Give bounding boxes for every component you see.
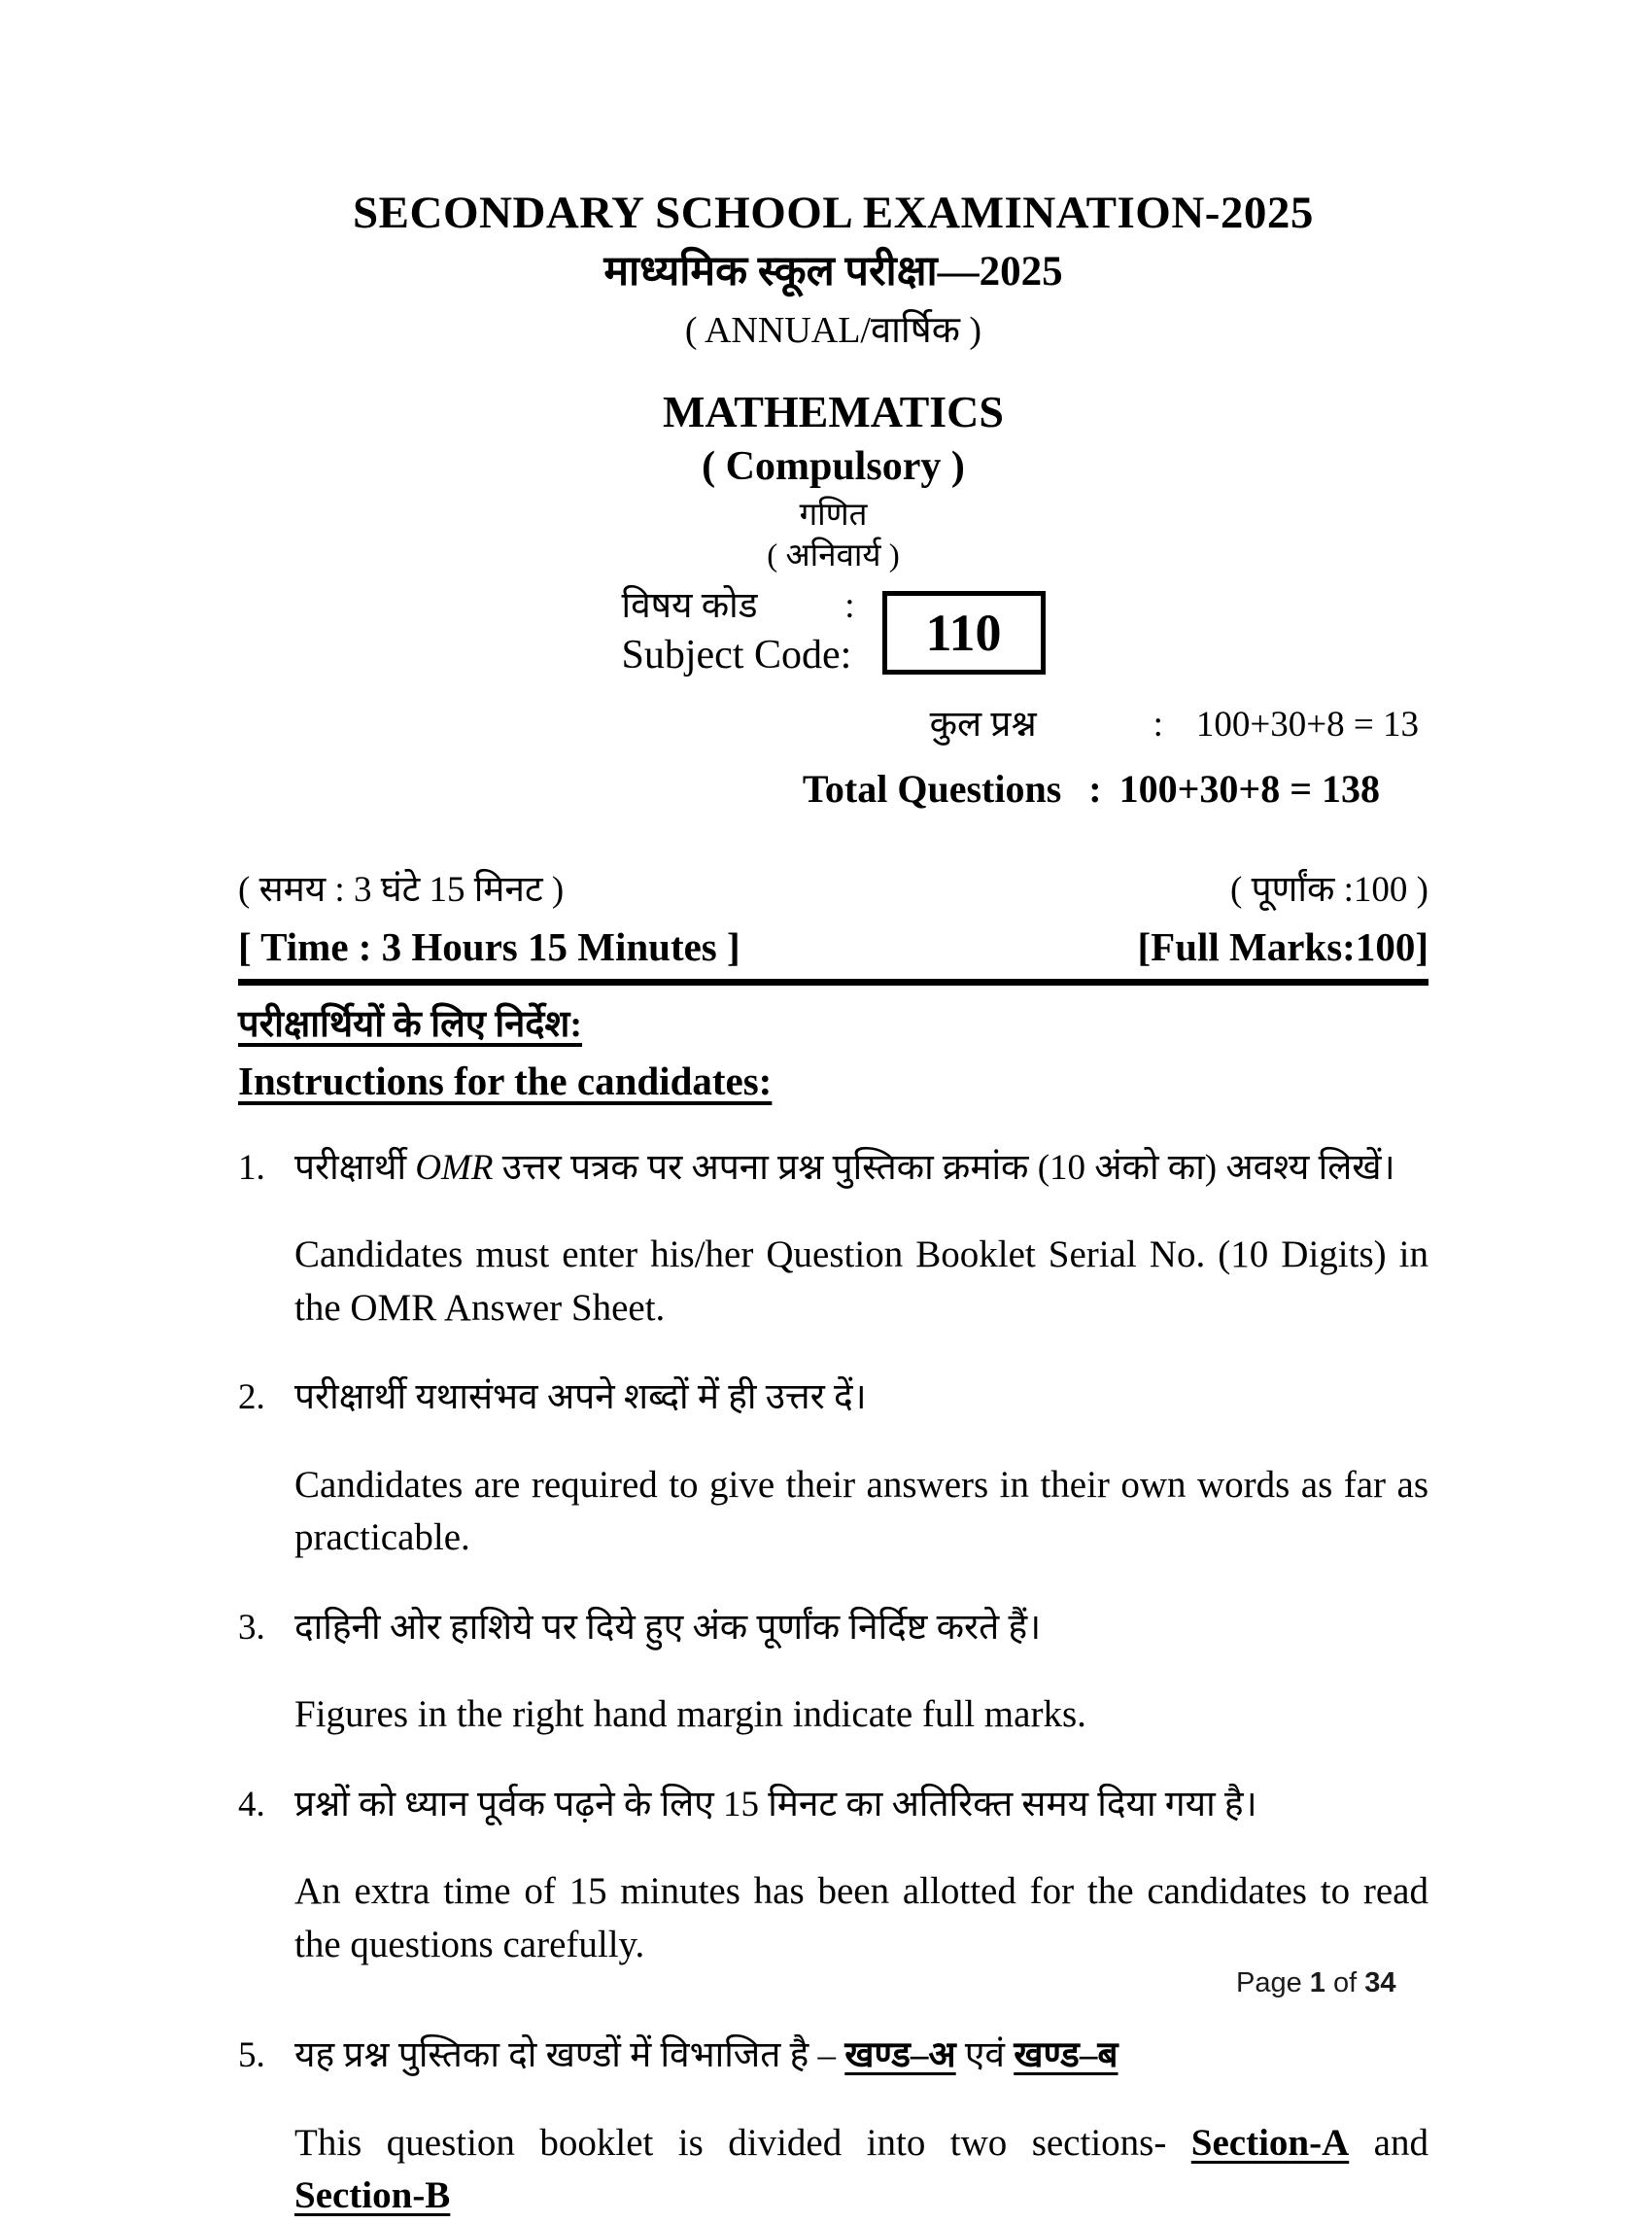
total-questions-value-hindi: 100+30+8 = 13 (1195, 705, 1419, 746)
instruction-item-2-hindi: परीक्षार्थी यथासंभव अपने शब्दों में ही उत्तर दें। (294, 1377, 867, 1418)
instruction-item-5 (238, 2028, 1428, 2223)
page-number-total: 34 (1364, 1967, 1396, 1998)
page-number-prefix: Page (1236, 1967, 1310, 1998)
instruction-item-5-english (294, 2117, 1428, 2223)
instruction-item-1-hindi-row (238, 1140, 1428, 1196)
total-questions-hindi (238, 697, 1428, 747)
subject-code-labels (622, 585, 855, 679)
subject-code-colon-hindi: : (844, 586, 855, 627)
total-questions-english (238, 766, 1428, 812)
total-questions-label-english: Total Questions (802, 767, 1062, 812)
time-marks-row-hindi (238, 862, 1428, 912)
subject-type-english: ( Compulsory ) (702, 444, 965, 490)
subject-code-label-english: Subject Code: (621, 632, 852, 677)
instruction-item-3-number: 3. (238, 1607, 265, 1648)
instruction-item-1-english: Candidates must enter his/her Question Booklet Serial No. (10 Digits) in the OMR Answer Sheet. (294, 1233, 1428, 1329)
page-number-middle: of (1325, 1967, 1365, 1998)
exam-header (238, 0, 1428, 812)
total-questions-label-hindi: कुल प्रश्न (929, 705, 1037, 746)
instructions-heading-hindi (238, 1003, 1428, 1048)
instruction-item-5-section-b-hindi: खण्ड–ब (1014, 2035, 1119, 2076)
instruction-item-1-omr: OMR (415, 1147, 494, 1188)
instruction-item-5-section-a-english: Section-A (1190, 2121, 1350, 2164)
page-number-current: 1 (1309, 1967, 1325, 1998)
full-marks-hindi: ( पूर्णांक :100 ) (1230, 870, 1428, 911)
exam-title-hindi: माध्यमिक स्कूल परीक्षा—2025 (603, 249, 1063, 295)
instruction-item-3-hindi-row (238, 1600, 1428, 1655)
instruction-item-1-hindi-pre: परीक्षार्थी (294, 1147, 416, 1188)
instruction-item-5-hindi (294, 2028, 1428, 2083)
instruction-item-5-hindi-mid: एवं (955, 2035, 1015, 2076)
instruction-item-1-number: 1. (238, 1147, 265, 1188)
subject-code-value: 110 (925, 603, 1002, 662)
instruction-item-2-number: 2. (238, 1377, 265, 1418)
instruction-item-2-english: Candidates are required to give their answers in their own words as far as practicable. (294, 1463, 1428, 1559)
instruction-item-5-hindi-pre: यह प्रश्न पुस्तिका दो खण्डों में विभाजित है – (294, 2035, 845, 2076)
instructions-heading-english-text: Instructions for the candidates: (238, 1058, 773, 1103)
instruction-item-5-section-b-english: Section-B (294, 2174, 451, 2217)
instructions-heading-english (238, 1058, 1428, 1105)
instruction-item-4-hindi-row (238, 1777, 1428, 1832)
instruction-item-3 (238, 1600, 1428, 1742)
subject-name-english: MATHEMATICS (663, 387, 1004, 437)
instruction-item-3-english: Figures in the right hand margin indicate full marks. (294, 1693, 1086, 1736)
subject-code-label-hindi (622, 585, 855, 628)
instruction-item-2 (238, 1370, 1428, 1565)
instruction-item-5-english-pre: This question booklet is divided into two sections- (294, 2121, 1191, 2164)
instruction-item-5-english-mid: and (1349, 2121, 1428, 2164)
time-allowed-hindi: ( समय : 3 घंटे 15 मिनट ) (238, 870, 565, 911)
exam-title-english: SECONDARY SCHOOL EXAMINATION-2025 (353, 188, 1314, 238)
page-number-footer (1236, 1967, 1396, 1999)
instruction-item-1-hindi-post: उत्तर पत्रक पर अपना प्रश्न पुस्तिका क्रमांक (10 अंको का) अवश्य लिखें। (493, 1147, 1395, 1188)
exam-session: ( ANNUAL/वार्षिक ) (684, 310, 982, 352)
instructions-heading-hindi-text: परीक्षार्थियों के लिए निर्देश: (238, 1004, 582, 1046)
total-questions-colon-hindi: : (1153, 705, 1163, 746)
subject-code-block (238, 585, 1428, 679)
instruction-item-5-section-a-hindi: खण्ड–अ (844, 2035, 956, 2076)
full-marks-english: [Full Marks:100] (1137, 924, 1428, 970)
instruction-item-4-hindi: प्रश्नों को ध्यान पूर्वक पढ़ने के लिए 15 मिनट का अतिरिक्त समय दिया गया है। (294, 1784, 1257, 1824)
instruction-item-3-hindi: दाहिनी ओर हाशिये पर दिये हुए अंक पूर्णांक निर्दिष्ट करते हैं। (294, 1607, 1042, 1648)
instruction-item-2-hindi-row (238, 1370, 1428, 1425)
instruction-item-1 (238, 1140, 1428, 1336)
time-allowed-english: [ Time : 3 Hours 15 Minutes ] (238, 924, 740, 970)
horizontal-divider (238, 979, 1428, 986)
instruction-item-4 (238, 1777, 1428, 1972)
instruction-item-5-hindi-row (238, 2028, 1428, 2083)
subject-code-box (882, 591, 1046, 675)
instruction-item-5-number: 5. (238, 2035, 265, 2076)
total-questions-colon-english: : (1088, 767, 1102, 812)
instruction-item-1-hindi (294, 1140, 1428, 1196)
instruction-item-4-number: 4. (238, 1784, 265, 1824)
subject-name-hindi: गणित (799, 498, 868, 534)
subject-type-hindi: ( अनिवार्य ) (767, 538, 900, 574)
time-marks-row-english (238, 923, 1428, 970)
subject-code-label-hindi-text: विषय कोड (621, 586, 758, 627)
page-content (238, 0, 1428, 2223)
total-questions-value-english: 100+30+8 = 138 (1119, 767, 1380, 812)
instruction-item-4-english: An extra time of 15 minutes has been allotted for the candidates to read the questions carefully. (294, 1870, 1428, 1965)
